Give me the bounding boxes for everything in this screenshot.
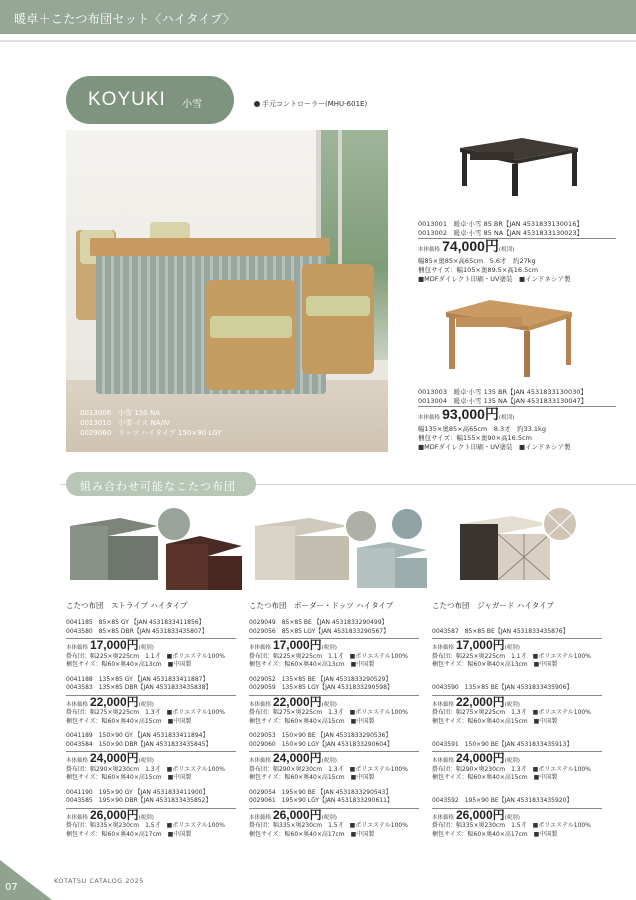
spec-line: 梱包サイズ：幅155×奥90×高16.5cm	[418, 434, 532, 442]
footer-corner	[0, 860, 52, 900]
catalog-name: KOTATSU CATALOG 2025	[54, 877, 144, 885]
futon-code: 0043592 195×90 BE【JAN 4531833435920】	[432, 797, 573, 804]
product-85-spec	[418, 220, 628, 284]
futon-code: 0041188 135×85 GY 【JAN 4531833411887】	[66, 675, 209, 683]
product-code: 0013003 暖卓·小雪 135 BR【JAN 4531833130030】	[418, 388, 587, 396]
product-code: 0013002 暖卓·小雪 85 NA【JAN 4531833130023】	[418, 229, 584, 237]
spacer	[432, 619, 618, 628]
futon-code: 0043585 195×90 DBR【JAN 4531833435852】	[66, 797, 212, 804]
bullet-icon	[254, 101, 260, 107]
price-value: 22,000円	[272, 694, 322, 709]
spec-line: 梱包サイズ：幅60×奥40×高17cm ■中国製	[432, 830, 558, 838]
spec-line: 梱包サイズ：幅60×奥40×高15cm ■中国製	[66, 717, 192, 725]
spec-line: 梱包サイズ：幅60×奥40×高17cm ■中国製	[249, 830, 375, 838]
price-value: 22,000円	[455, 694, 505, 709]
page-number: 07	[5, 882, 18, 893]
futon-jacquard-image	[432, 504, 618, 594]
spec-line: 掛布団：幅225×奥225cm 1.1才 ■ポリエステル100%	[249, 652, 408, 660]
price-value: 26,000円	[455, 807, 505, 822]
price-label: 本体価格	[432, 645, 455, 651]
header-bar	[0, 0, 636, 34]
futon-code: 0043584 150×90 DBR【JAN 4531833435845】	[66, 740, 212, 748]
price-value: 24,000円	[89, 751, 139, 765]
futon-code: 0043587 85×85 BE【JAN 4531833435876】	[432, 627, 569, 635]
price-label: 本体価格	[66, 814, 89, 821]
spec-line: 梱包サイズ：幅60×奥40×高13cm ■中国製	[249, 661, 375, 668]
futon-code: 0043590 135×85 BE【JAN 4531833435906】	[432, 684, 573, 691]
futon-code: 0029049 85×85 BE 【JAN 4531833290499】	[249, 619, 388, 626]
spec-line: 掛布団：幅275×奥225cm 1.3才 ■ポリエステル100%	[249, 709, 408, 716]
photo-captions	[80, 408, 222, 438]
price-tax: (税別)	[498, 415, 515, 421]
price-tax: (税別)	[504, 645, 520, 651]
price-value: 17,000円	[272, 638, 322, 652]
spec-line: ■MDFダイレクト印刷・UV塗装 ■インドネシア製	[418, 275, 571, 283]
futon-code: 0029052 135×85 BE 【JAN 4531833290529】	[249, 675, 392, 683]
spec-line: 梱包サイズ：幅60×奥40×高15cm ■中国製	[66, 774, 192, 781]
futon-border-dots-image	[249, 504, 435, 594]
spec-line: 掛布団：幅290×奥230cm 1.3才 ■ポリエステル100%	[66, 765, 225, 773]
price-value: 93,000円	[442, 406, 499, 422]
futon-size-group	[66, 732, 252, 783]
futon-size-group	[66, 789, 252, 840]
spec-line: 梱包サイズ：幅60×奥40×高15cm ■中国製	[432, 717, 558, 725]
futon-size-group	[249, 619, 435, 670]
price-value: 26,000円	[89, 807, 139, 822]
spec-line: 梱包サイズ：幅60×奥40×高15cm ■中国製	[432, 774, 558, 781]
price-value: 26,000円	[272, 807, 322, 822]
futon-code: 0029059 135×85 LGY【JAN 4531833290598】	[249, 684, 393, 691]
price-tax: (税別)	[504, 701, 520, 708]
futon-code: 0029056 85×85 LGY【JAN 4531833290567】	[249, 627, 390, 635]
price-tax: (税別)	[138, 645, 154, 651]
price-tax: (税別)	[321, 814, 337, 821]
price-tax: (税別)	[138, 758, 154, 764]
spec-line: 梱包サイズ：幅60×奥40×高15cm ■中国製	[249, 774, 375, 781]
controller-note	[254, 99, 367, 109]
photo-caption: 0029060 ドッツ ハイタイプ 150×90 LGY	[80, 429, 222, 437]
spec-line: 梱包サイズ：幅105×奥89.5×高16.5cm	[418, 266, 539, 274]
futon-code: 0029054 195×90 BE 【JAN 4531833290543】	[249, 788, 392, 796]
spacer	[432, 676, 618, 685]
table-135-image	[440, 296, 576, 378]
futon-size-group	[249, 732, 435, 783]
futon-title: こたつ布団 ストライプ ハイタイプ	[66, 601, 188, 610]
spacer	[432, 732, 618, 741]
futon-code: 0043583 135×85 DBR【JAN 4531833435838】	[66, 684, 212, 691]
brand-name: KOYUKI	[88, 89, 166, 110]
futon-code: 0043591 150×90 BE【JAN 4531833435913】	[432, 740, 573, 748]
product-135-spec	[418, 388, 628, 452]
futon-size-group	[432, 789, 618, 840]
price-tax: (税別)	[498, 247, 515, 253]
photo-tabletop	[90, 238, 330, 256]
futon-code: 0029053 150×90 BE 【JAN 4531833290536】	[249, 732, 392, 739]
futon-code: 0029060 150×90 LGY【JAN 4531833290604】	[249, 740, 393, 748]
photo-caption: 0013010 小雪·イス NA/IV	[80, 419, 170, 427]
spec-line: 掛布団：幅290×奥230cm 1.3才 ■ポリエステル100%	[249, 765, 408, 773]
price-label: 本体価格	[66, 701, 89, 708]
price-label: 本体価格	[249, 701, 272, 708]
futon-title: こたつ布団 ボーダー・ドッツ ハイタイプ	[249, 601, 394, 610]
spec-line: 梱包サイズ：幅60×奥40×高17cm ■中国製	[66, 830, 192, 838]
futon-spec-list	[249, 619, 435, 839]
spec-line: 掛布団：幅290×奥230cm 1.3才 ■ポリエステル100%	[432, 765, 591, 773]
spec-line: 掛布団：幅275×奥225cm 1.3才 ■ポリエステル100%	[432, 709, 591, 716]
spec-line: 掛布団：幅225×奥225cm 1.1才 ■ポリエステル100%	[432, 652, 591, 660]
price-label: 本体価格	[66, 758, 89, 764]
futon-spec-list	[66, 619, 252, 839]
futon-code: 0041190 195×90 GY 【JAN 4531833411900】	[66, 788, 209, 796]
futon-code: 0041189 150×90 GY 【JAN 4531833411894】	[66, 732, 209, 739]
room-photo	[66, 130, 388, 452]
futon-size-group	[432, 676, 618, 727]
spec-line: 梱包サイズ：幅60×奥40×高15cm ■中国製	[249, 717, 375, 725]
price-value: 17,000円	[89, 638, 139, 652]
futon-size-group	[432, 732, 618, 783]
price-tax: (税別)	[321, 758, 337, 764]
price-label: 本体価格	[66, 645, 89, 651]
futon-column-jacquard	[432, 504, 618, 845]
brand-badge	[66, 76, 234, 124]
futon-size-group	[432, 619, 618, 670]
futon-size-group	[66, 619, 252, 670]
price-value: 74,000円	[442, 238, 499, 254]
price-label: 本体価格	[418, 247, 441, 253]
price-row	[418, 238, 628, 255]
futon-code: 0043580 85×85 DBR【JAN 4531833435807】	[66, 627, 208, 635]
futon-code: 0041185 85×85 GY 【JAN 4531833411856】	[66, 619, 205, 626]
price-value: 22,000円	[89, 694, 139, 709]
price-tax: (税別)	[138, 814, 154, 821]
futon-size-group	[249, 789, 435, 840]
price-label: 本体価格	[432, 758, 455, 764]
price-label: 本体価格	[249, 645, 272, 651]
spacer	[432, 789, 618, 798]
spec-line: 掛布団：幅335×奥230cm 1.5才 ■ポリエステル100%	[66, 822, 225, 829]
photo-chair-seat-2	[306, 296, 370, 316]
controller-note-text: 手元コントローラー(MHU-601E)	[262, 100, 368, 108]
spec-line: 梱包サイズ：幅60×奥40×高13cm ■中国製	[432, 661, 558, 668]
futon-size-group	[249, 676, 435, 727]
price-tax: (税別)	[504, 814, 520, 821]
table-85-image	[452, 134, 582, 198]
futon-stripe-image	[66, 504, 252, 594]
price-value: 24,000円	[455, 751, 505, 765]
futon-title: こたつ布団 ジャガード ハイタイプ	[432, 601, 554, 610]
product-code: 0013001 暖卓·小雪 85 BR【JAN 4531833130016】	[418, 220, 583, 228]
price-tax: (税別)	[504, 758, 520, 764]
price-value: 24,000円	[272, 751, 322, 765]
spec-line: 掛布団：幅275×奥225cm 1.3才 ■ポリエステル100%	[66, 709, 225, 716]
brand-subtitle: 小雪	[182, 99, 202, 110]
price-tax: (税別)	[321, 645, 337, 651]
price-label: 本体価格	[249, 758, 272, 764]
section-badge	[66, 472, 256, 496]
futon-column-border-dots	[249, 504, 435, 845]
futon-spec-list	[432, 619, 618, 839]
price-row	[418, 406, 628, 423]
photo-chair-front-2	[302, 264, 374, 374]
price-tax: (税別)	[138, 701, 154, 708]
price-label: 本体価格	[432, 701, 455, 708]
spec-line: 幅135×奥85×高65cm 8.3才 約33.1kg	[418, 425, 546, 433]
spec-line: 梱包サイズ：幅60×奥40×高13cm ■中国製	[66, 661, 192, 668]
photo-chair-seat-1	[210, 316, 292, 338]
photo-caption: 0013006 小雪 150 NA	[80, 409, 161, 417]
price-label: 本体価格	[432, 814, 455, 821]
futon-column-stripe	[66, 504, 252, 845]
section-title: 組み合わせ可能なこたつ布団	[80, 480, 236, 493]
futon-code: 0029061 195×90 LGY【JAN 4531833290611】	[249, 797, 393, 804]
price-tax: (税別)	[321, 701, 337, 708]
header-divider	[0, 40, 636, 42]
price-label: 本体価格	[418, 415, 441, 421]
page-title: 暖卓＋こたつ布団セット〈ハイタイプ〉	[14, 12, 236, 26]
spec-line: 掛布団：幅335×奥230cm 1.5才 ■ポリエステル100%	[249, 822, 408, 829]
futon-size-group	[66, 676, 252, 727]
product-code: 0013004 暖卓·小雪 135 NA【JAN 4531833130047】	[418, 397, 588, 405]
spec-line: 掛布団：幅225×奥225cm 1.1才 ■ポリエステル100%	[66, 652, 225, 660]
spec-line: 幅85×奥85×高65cm 5.6才 約27kg	[418, 257, 536, 265]
spec-line: ■MDFダイレクト印刷・UV塗装 ■インドネシア製	[418, 443, 571, 451]
spec-line: 掛布団：幅335×奥230cm 1.5才 ■ポリエステル100%	[432, 822, 591, 829]
price-label: 本体価格	[249, 814, 272, 821]
price-value: 17,000円	[455, 638, 505, 652]
